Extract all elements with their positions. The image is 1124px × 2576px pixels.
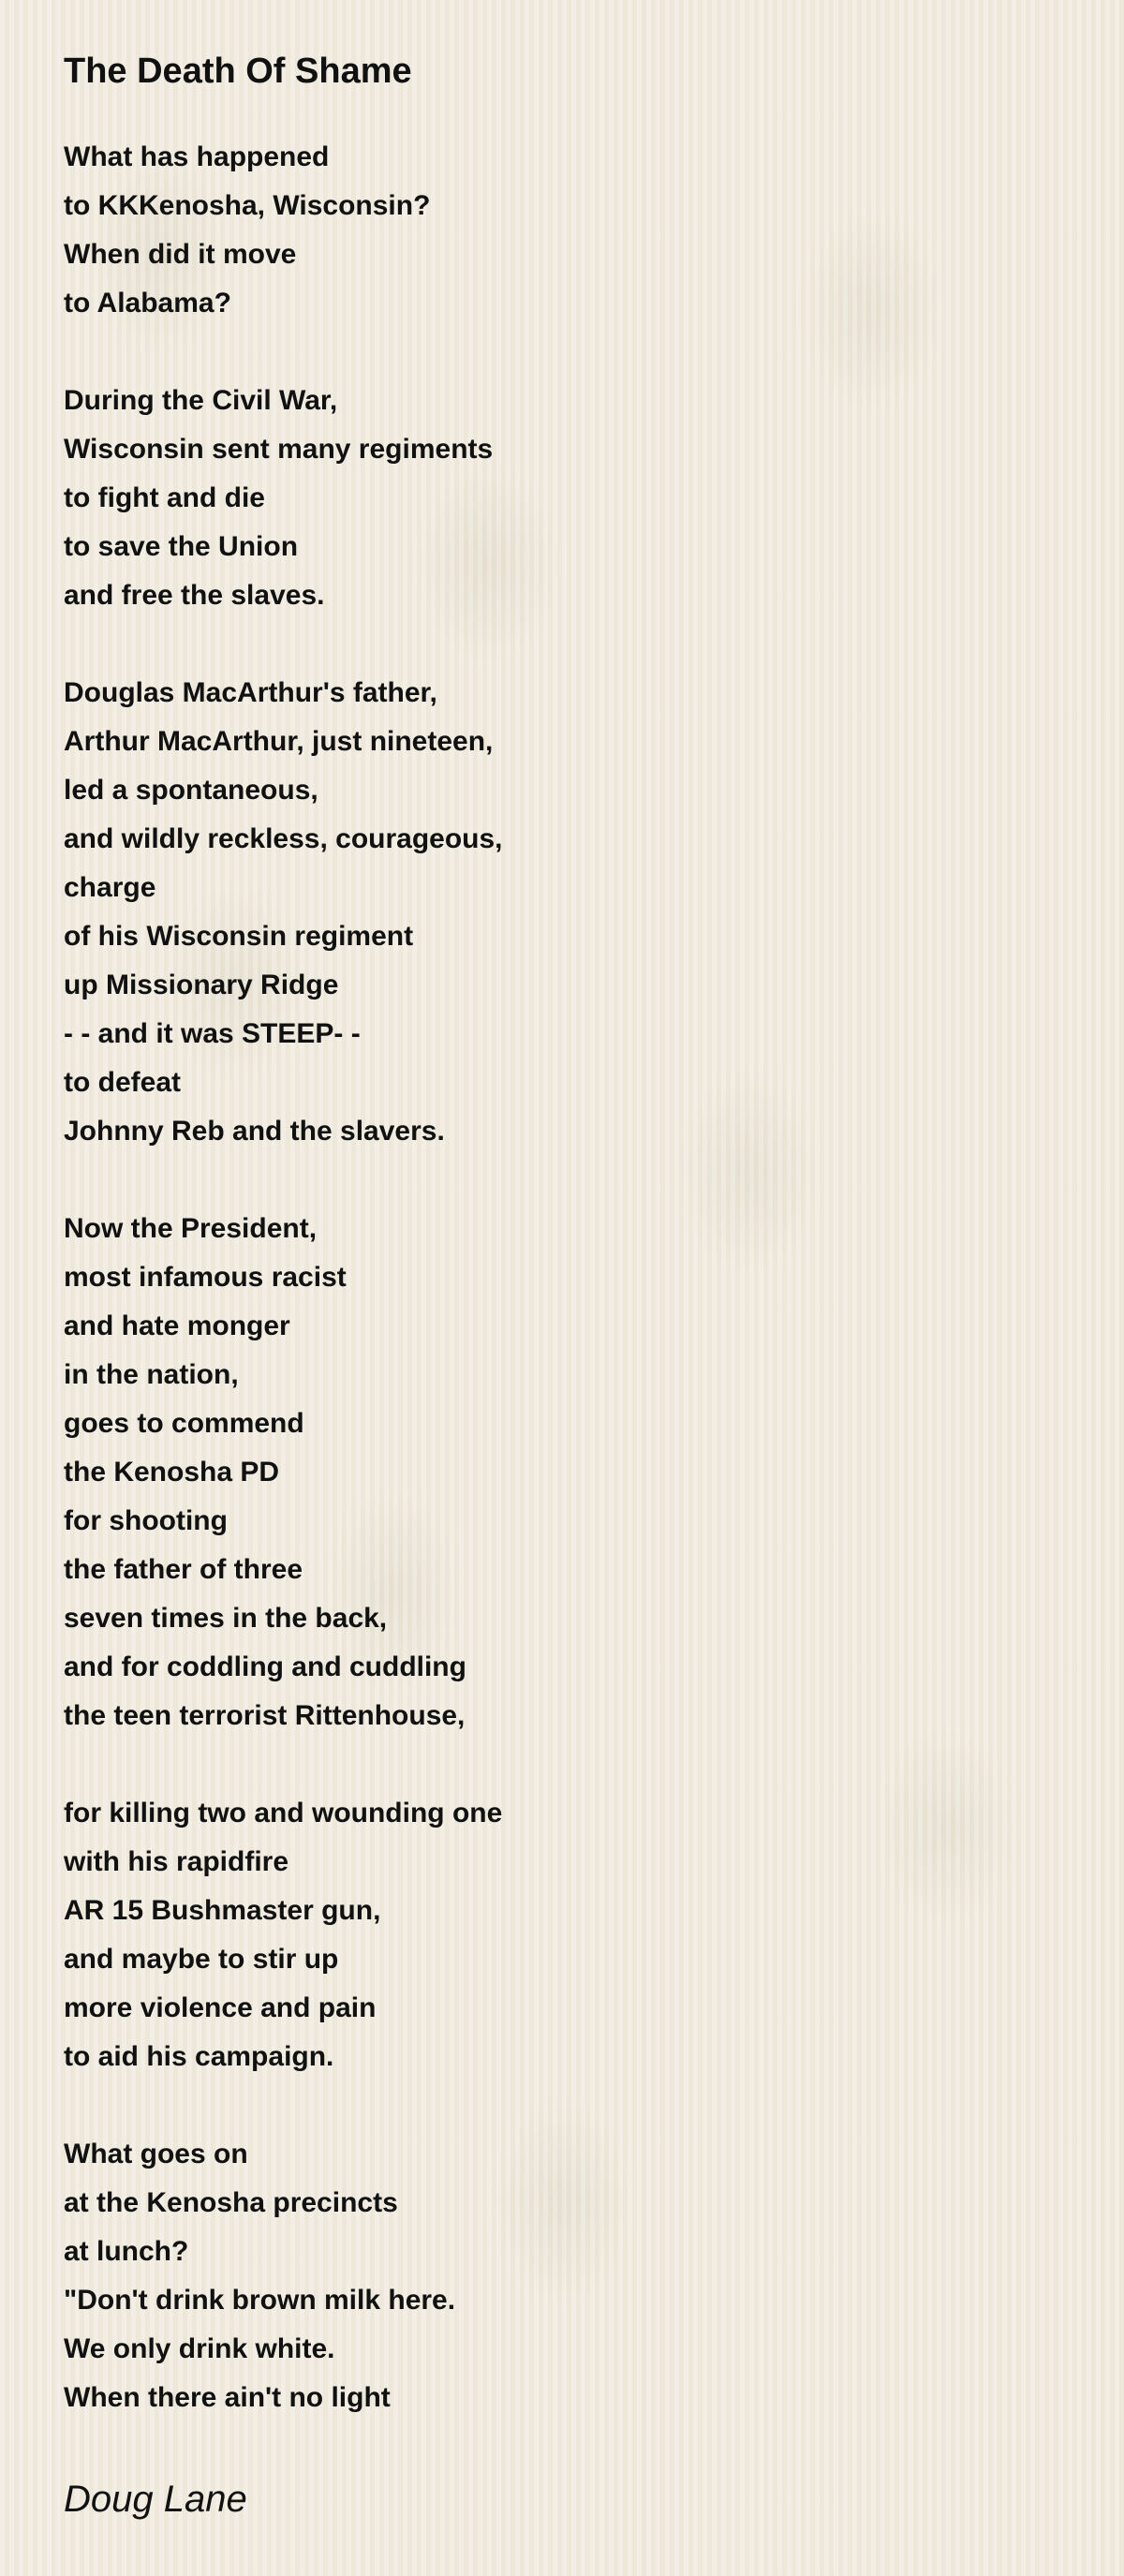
poem-line: and free the slaves. [64,580,325,611]
poem-line: and wildly reckless, courageous, [64,823,503,854]
poem-line: with his rapidfire [64,1846,289,1877]
stanza [64,377,1075,620]
poem-body [64,133,1075,2422]
stanza [64,1205,1075,1740]
poem-line: to defeat [64,1067,182,1098]
poem-line: and maybe to stir up [64,1944,339,1975]
poem-line: We only drink white. [64,2333,335,2364]
poem-line: seven times in the back, [64,1603,388,1634]
poem-line: AR 15 Bushmaster gun, [64,1895,381,1926]
poem-line: and for coddling and cuddling [64,1651,466,1682]
poem-line: to aid his campaign. [64,2041,334,2072]
poem-line: the father of three [64,1554,303,1585]
poem-line: Now the President, [64,1213,318,1244]
poem-line: up Missionary Ridge [64,970,339,1000]
poem-line: of his Wisconsin regiment [64,921,414,952]
poem-line: When did it move [64,239,297,270]
poem-line: charge [64,872,156,903]
stanza [64,1789,1075,2081]
poem-line: During the Civil War, [64,385,338,416]
poem-line: and hate monger [64,1310,290,1341]
poem-line: led a spontaneous, [64,775,318,806]
stanza [64,2130,1075,2422]
poem-line: goes to commend [64,1408,304,1439]
poem-line: at lunch? [64,2236,189,2267]
poem-line: "Don't drink brown milk here. [64,2285,456,2316]
poem-line: Arthur MacArthur, just nineteen, [64,726,494,757]
poem-line: the Kenosha PD [64,1457,280,1488]
poem-title: The Death Of Shame [64,52,412,91]
poem-line: for killing two and wounding one [64,1798,503,1828]
stanza [64,133,1075,328]
poem-line: Johnny Reb and the slavers. [64,1116,445,1147]
stanza [64,669,1075,1156]
poem-line: for shooting [64,1505,228,1536]
poem-line: to KKKenosha, Wisconsin? [64,190,431,221]
poem-line: to fight and die [64,482,265,513]
poem-line: Wisconsin sent many regiments [64,434,494,465]
poem-line: to Alabama? [64,288,231,318]
poem-line: What goes on [64,2139,248,2169]
poem-line: in the nation, [64,1359,239,1390]
poem-line: most infamous racist [64,1262,347,1293]
poem-container [64,47,1075,2525]
poem-line: What has happened [64,141,330,172]
poem-line: at the Kenosha precincts [64,2187,398,2218]
poem-line: to save the Union [64,531,299,562]
poem-line: - - and it was STEEP- - [64,1018,361,1049]
poem-line: Douglas MacArthur's father, [64,677,437,708]
poem-line: the teen terrorist Rittenhouse, [64,1700,466,1731]
poem-line: more violence and pain [64,1992,377,2023]
poem-author: Doug Lane [64,2479,247,2520]
poem-line: When there ain't no light [64,2382,391,2413]
